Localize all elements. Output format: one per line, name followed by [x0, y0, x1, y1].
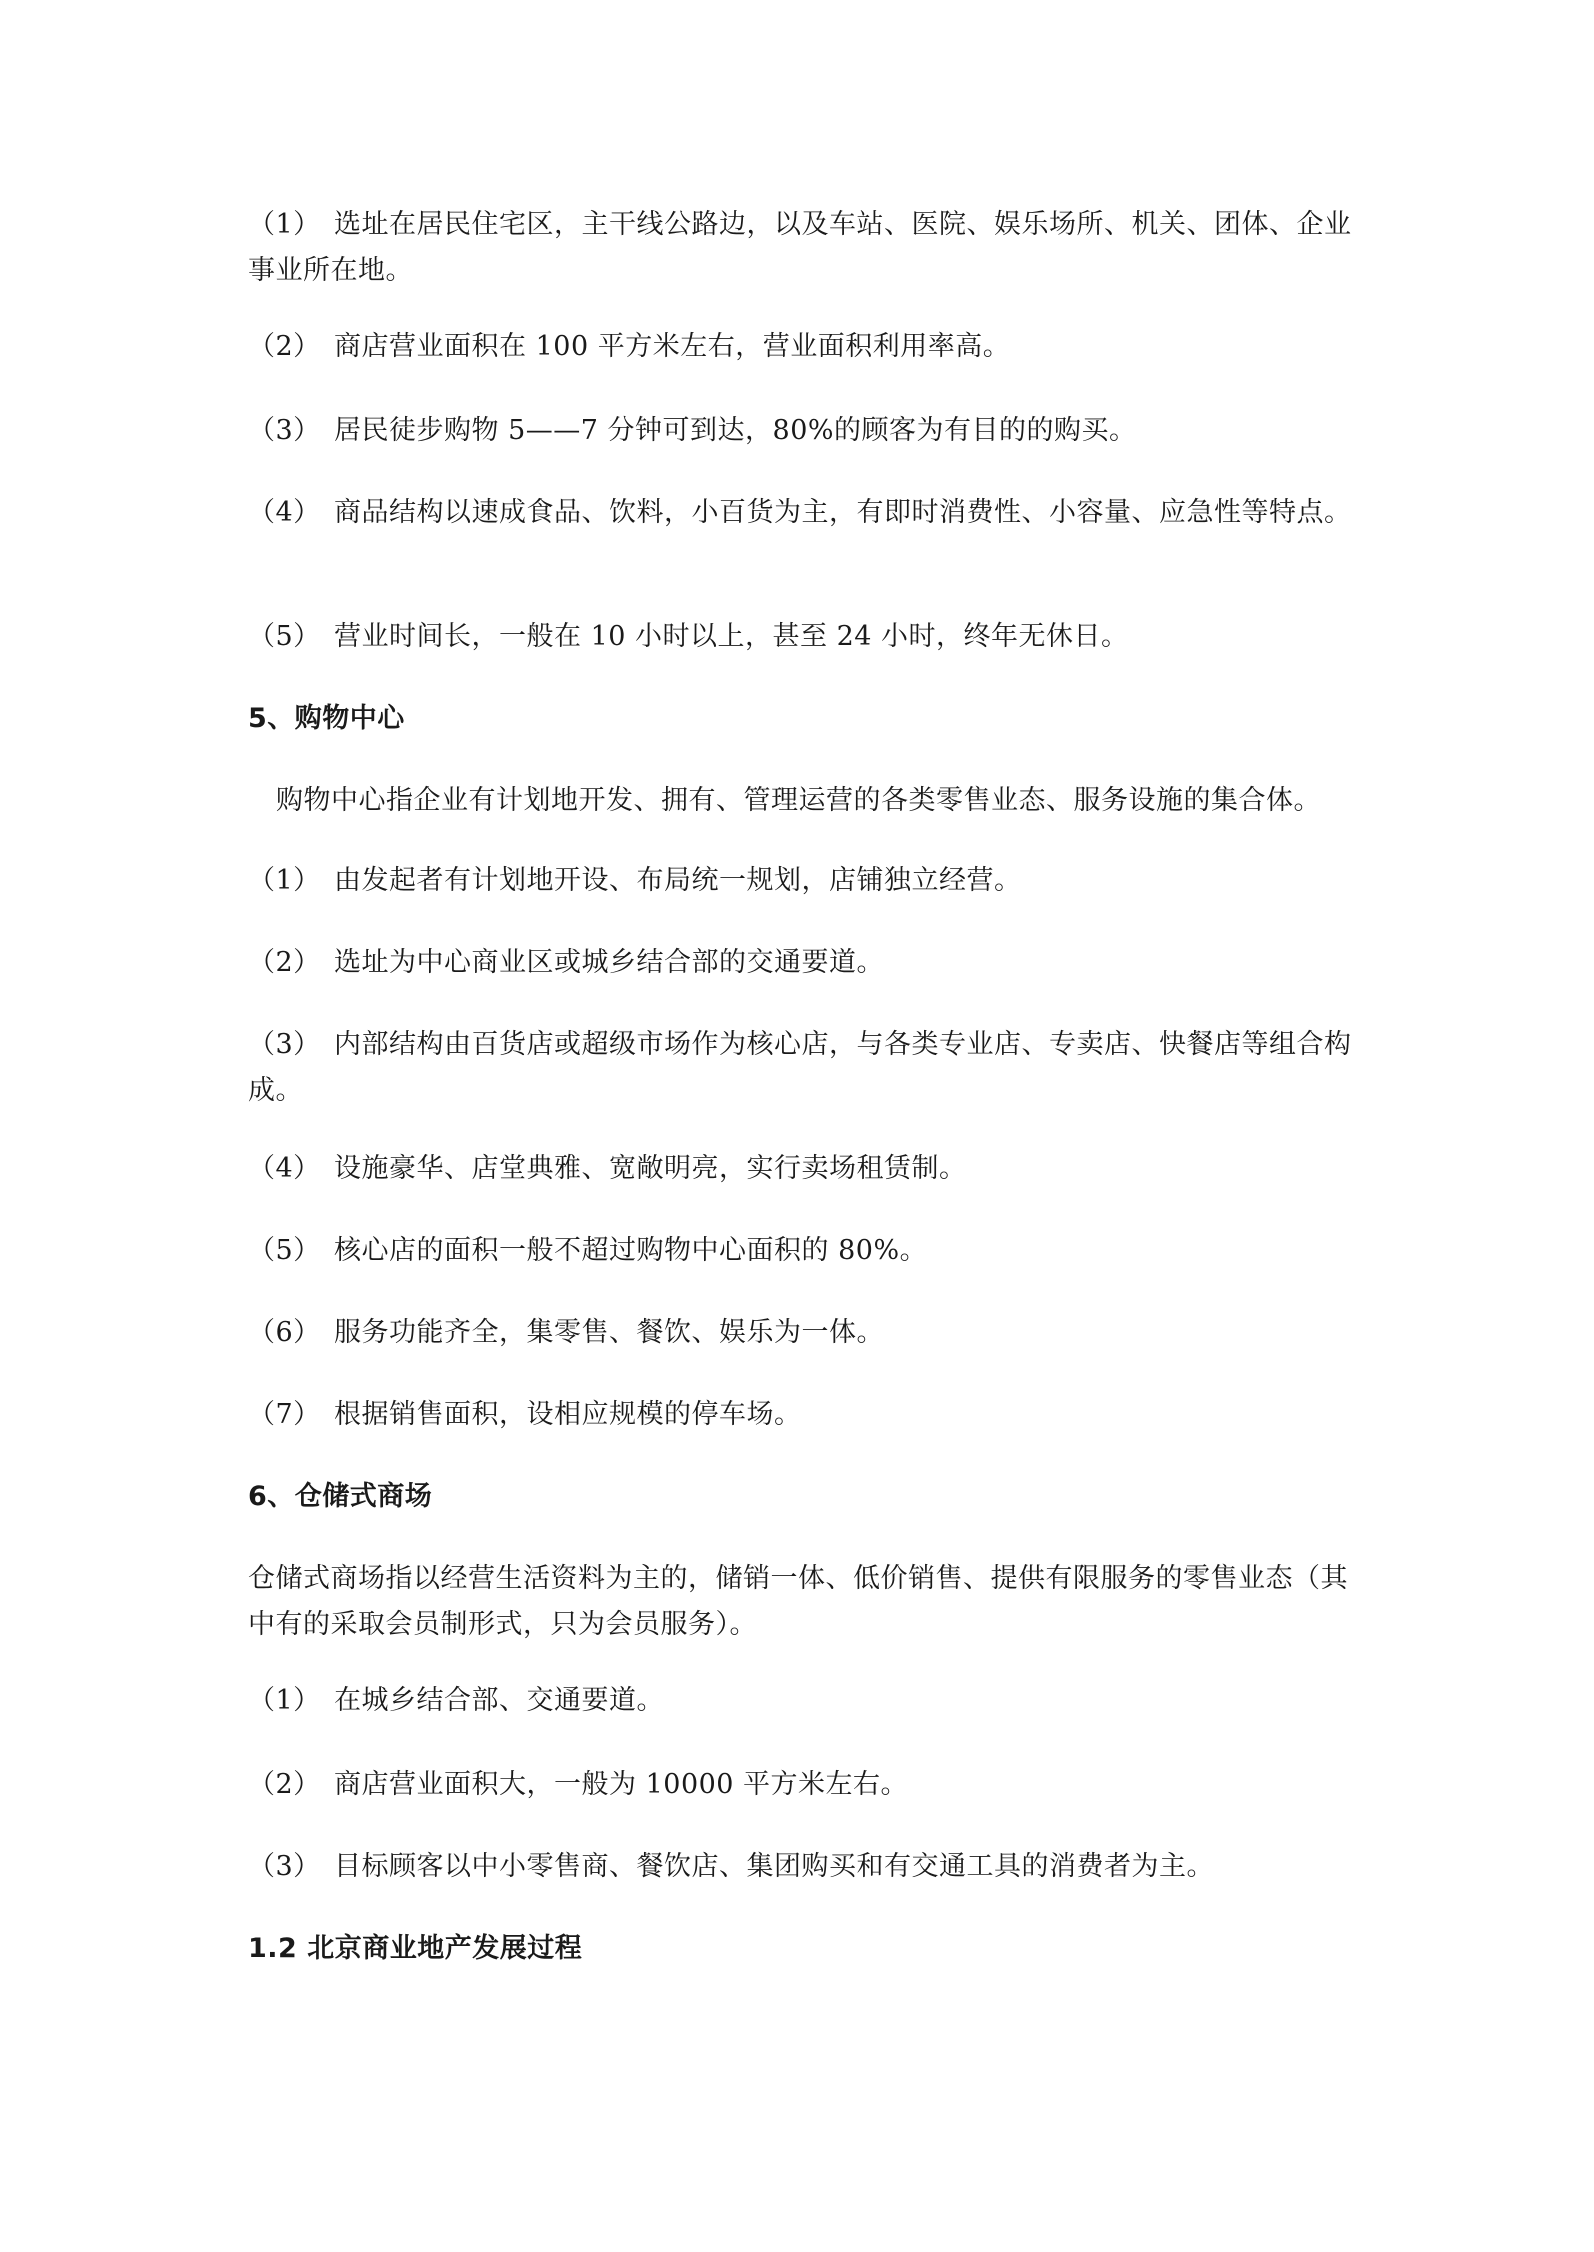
item-number: （7）: [248, 1399, 321, 1430]
item-number: （4）: [248, 497, 321, 528]
item-text: 在城乡结合部、交通要道。: [334, 1685, 664, 1716]
item-number: （4）: [248, 1153, 321, 1184]
item-text: 选址在居民住宅区，主干线公路边，以及车站、医院、娱乐场所、机关、团体、企业事业所在地。: [248, 209, 1352, 286]
list-item: [248, 614, 1358, 660]
item-text: 服务功能齐全，集零售、餐饮、娱乐为一体。: [334, 1317, 884, 1348]
item-number: （3）: [248, 415, 321, 446]
item-text: 商店营业面积在 100 平方米左右，营业面积利用率高。: [334, 331, 1011, 362]
item-number: （2）: [248, 947, 321, 978]
list-item: [248, 1022, 1358, 1114]
section-intro: 仓储式商场指以经营生活资料为主的，储销一体、低价销售、提供有限服务的零售业态（其中有的采取会员制形式，只为会员服务）。: [248, 1563, 1348, 1640]
section-intro: 购物中心指企业有计划地开发、拥有、管理运营的各类零售业态、服务设施的集合体。: [276, 785, 1321, 816]
section-heading: 6、仓储式商场: [248, 1481, 433, 1512]
list-item: [248, 324, 1358, 370]
list-item: [248, 408, 1358, 454]
item-number: （3）: [248, 1851, 321, 1882]
list-item: [248, 858, 1358, 904]
list-item: [248, 940, 1358, 986]
list-item: [248, 1762, 1358, 1808]
item-text: 居民徒步购物 5——7 分钟可到达，80%的顾客为有目的的购买。: [334, 415, 1137, 446]
item-number: （1）: [248, 209, 321, 240]
item-text: 根据销售面积，设相应规模的停车场。: [334, 1399, 802, 1430]
item-text: 商店营业面积大，一般为 10000 平方米左右。: [334, 1769, 909, 1800]
list-item: [248, 490, 1358, 536]
item-number: （1）: [248, 865, 321, 896]
item-text: 内部结构由百货店或超级市场作为核心店，与各类专业店、专卖店、快餐店等组合构成。: [248, 1029, 1352, 1106]
section-heading: 5、购物中心: [248, 703, 405, 734]
item-text: 核心店的面积一般不超过购物中心面积的 80%。: [334, 1235, 928, 1266]
item-number: （5）: [248, 621, 321, 652]
list-item: [248, 1146, 1358, 1192]
item-number: （2）: [248, 331, 321, 362]
item-number: （5）: [248, 1235, 321, 1266]
section-heading: 1.2 北京商业地产发展过程: [248, 1933, 583, 1964]
item-text: 目标顾客以中小零售商、餐饮店、集团购买和有交通工具的消费者为主。: [334, 1851, 1214, 1882]
list-item: [248, 1310, 1358, 1356]
list-item: [248, 1228, 1358, 1274]
item-text: 设施豪华、店堂典雅、宽敞明亮，实行卖场租赁制。: [334, 1153, 967, 1184]
list-item: [248, 1844, 1358, 1890]
item-number: （6）: [248, 1317, 321, 1348]
item-number: （3）: [248, 1029, 321, 1060]
item-number: （2）: [248, 1769, 321, 1800]
list-item: [248, 202, 1358, 294]
item-number: （1）: [248, 1685, 321, 1716]
item-text: 营业时间长，一般在 10 小时以上，甚至 24 小时，终年无休日。: [334, 621, 1129, 652]
item-text: 由发起者有计划地开设、布局统一规划，店铺独立经营。: [334, 865, 1022, 896]
list-item: [248, 1392, 1358, 1438]
list-item: [248, 1678, 1358, 1724]
item-text: 选址为中心商业区或城乡结合部的交通要道。: [334, 947, 884, 978]
item-text: 商品结构以速成食品、饮料，小百货为主，有即时消费性、小容量、应急性等特点。: [334, 497, 1352, 528]
